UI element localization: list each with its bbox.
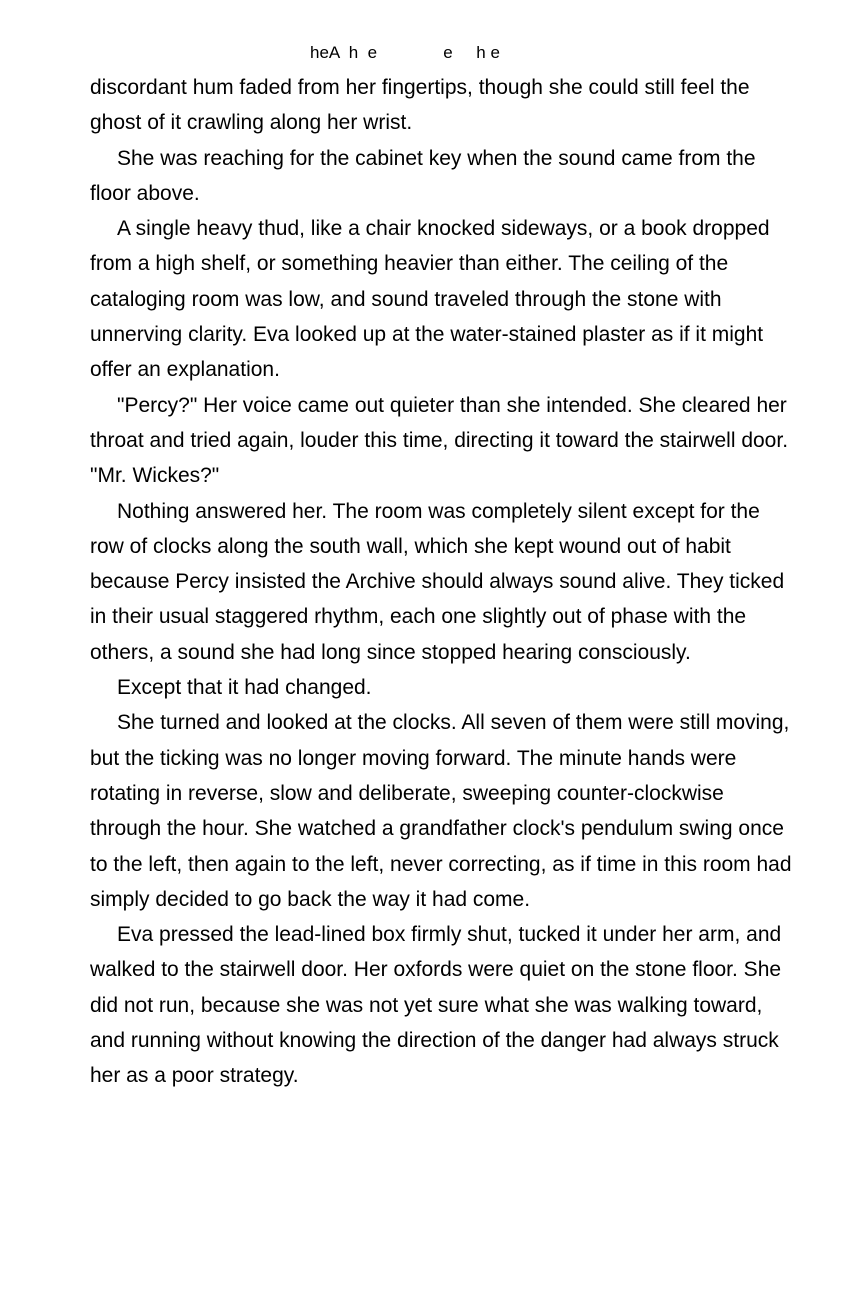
paragraph: She was reaching for the cabinet key when the sound came from the floor above. (90, 146, 756, 205)
paragraph: Eva pressed the lead-lined box firmly shut, tucked it under her arm, and walked to the stairwell door. Her oxfords were quiet on the stone floor. She did not run, because she was not yet sure what she was walking toward, and running without knowing the direction of the danger had always struck her as a poor strategy. (90, 923, 782, 1088)
paragraph-continued: discordant hum faded from her fingertips, though she could still feel the ghost of it crawling along her wrist. (90, 76, 750, 135)
paragraph: Except that it had changed. (117, 676, 372, 700)
running-header: heA h e e h e (310, 43, 500, 62)
page-body (90, 70, 795, 1094)
paragraph: "Percy?" Her voice came out quieter than she intended. She cleared her throat and tried again, louder this time, directing it toward the stairwell door. "Mr. Wickes?" (90, 393, 789, 488)
paragraph: A single heavy thud, like a chair knocked sideways, or a book dropped from a high shelf, or something heavier than either. The ceiling of the cataloging room was low, and sound traveled through the stone with unnerving clarity. Eva looked up at the water-stained plaster as if it might offer an explanation. (90, 217, 770, 382)
paragraph: She turned and looked at the clocks. All seven of them were still moving, but the ticking was no longer moving forward. The minute hands were rotating in reverse, slow and deliberate, sweeping counter-clockwise through the hour. She watched a grandfather clock's pendulum swing once to the left, then again to the left, never correcting, as if time in this room had simply decided to go back the way it had come. (90, 711, 792, 911)
paragraph: Nothing answered her. The room was completely silent except for the row of clocks along the south wall, which she kept wound out of habit because Percy insisted the Archive should always sound alive. They ticked in their usual staggered rhythm, each one slightly out of phase with the others, a sound she had long since stopped hearing consciously. (90, 499, 785, 664)
